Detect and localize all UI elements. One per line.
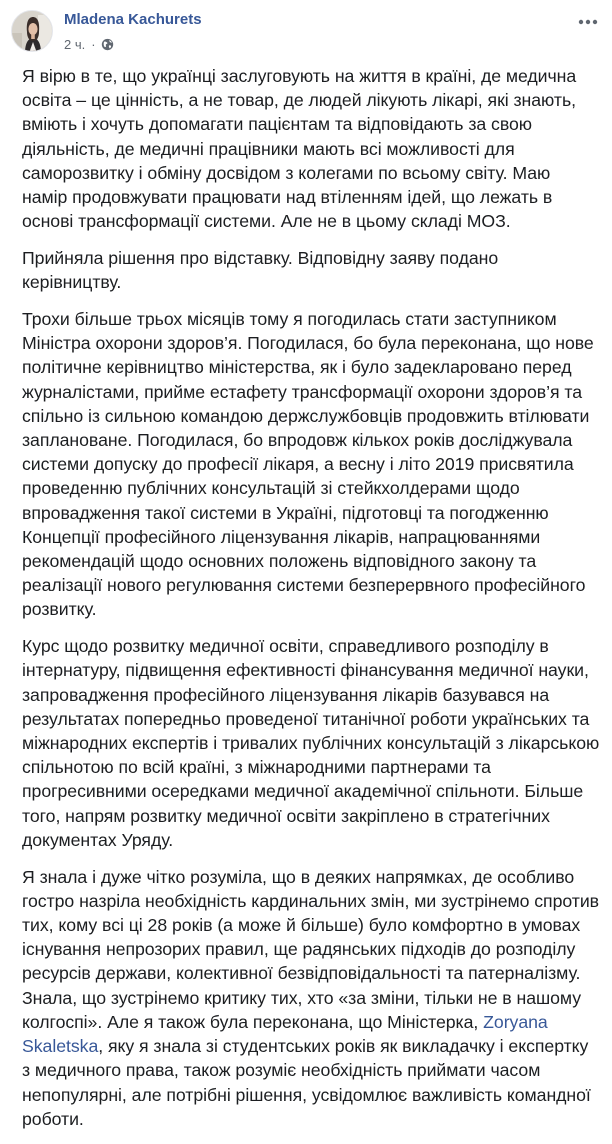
more-options-icon[interactable] [576,14,600,30]
post-paragraph: Трохи більше трьох місяців тому я погодилась стати заступником Міністра охорони здоров’я. Погодилася, бо була переконана, що нове політичне керівництво міністерства, як і було задекларовано перед журналістами, прийме естафету трансформації охорони здоров’я та спільно із сильною командою держслужбовців продовжить втілювати заплановане. Погодилася, бо впродовж кількох років досліджувала системи допуску до професії лікаря, а весну і літо 2019 присвятила проведенню публічних консультацій зі стейкхолдерами щодо впровадження такої системи в Україні, підготовці та погодженню Концепції професійного ліцензування лікарів, напрацюваннями рекомендацій щодо основних положень відповідного закону та реалізації нового регулювання системи безперервного професійного розвитку. [22,309,594,620]
mention-link[interactable]: Zoryana Skaletska [22,1011,548,1057]
author-avatar[interactable] [11,10,53,52]
post-paragraph: Я вірю в те, що українці заслуговують на життя в країні, де медична освіта – це цінність, а не товар, де людей лікують лікарі, які знають, вміють і хочуть допомагати пацієнтам та відповідають за свою діяльність, де медичні працівники мають всі можливості для саморозвитку і обміну досвідом з колегами по всьому світу. Маю намір продовжувати працювати над втіленням ідей, що лежать в основі трансформації системи. Але не в цьому складі МОЗ. [22,66,577,232]
post-meta [64,35,114,53]
globe-icon[interactable] [101,38,114,51]
paragraph-text-after-mention: , яку я знала зі студентських років як викладачку і експертку з медичного права, також розуміє необхідність приймати часом непопулярні, але потрібні рішення, усвідомлює важливість командної роботи. [22,1036,591,1129]
author-name[interactable]: Mladena Kachurets [64,11,202,28]
post-paragraph: Прийняла рішення про відставку. Відповідну заяву подано керівництву. [22,248,499,293]
post-timestamp[interactable]: 2 ч. [64,36,86,52]
post-header [0,0,612,66]
post-paragraph: Курс щодо розвитку медичної освіти, справедливого розподілу в інтернатуру, підвищення ефективності фінансування медичної науки, запровадження професійного ліцензування лікарів базувався на результатах попередньо проведеної титанічної роботи українських та міжнародних експертів і тривалих публічних консультацій з лікарською спільнотою по всій країні, з міжнародними партнерами та прогресивними осередками медичної академічної спільноти. Більше того, напрям розвитку медичної освіти закріплено в стратегічних документах Уряду. [22,636,600,850]
post-paragraph [22,865,600,1131]
avatar-photo [12,11,53,52]
meta-separator: · [91,36,96,52]
paragraph-text-before-mention: Я знала і дуже чітко розуміла, що в деяких напрямках, де особливо гостро назріла необхідність кардинальних змін, ми зустрінемо спротив тих, кому всі ці 28 років (а може й більше) було комфортно в умовах існування непрозорих правил, ще радянських підходів до розподілу ресурсів держави, колективної безвідповідальності та патерналізму. Знала, що зустрінемо критику тих, хто «за зміни, тільки не в нашому колгоспі». Але я також була переконана, що Міністерка, [22,866,599,1032]
post-body [22,64,600,1144]
